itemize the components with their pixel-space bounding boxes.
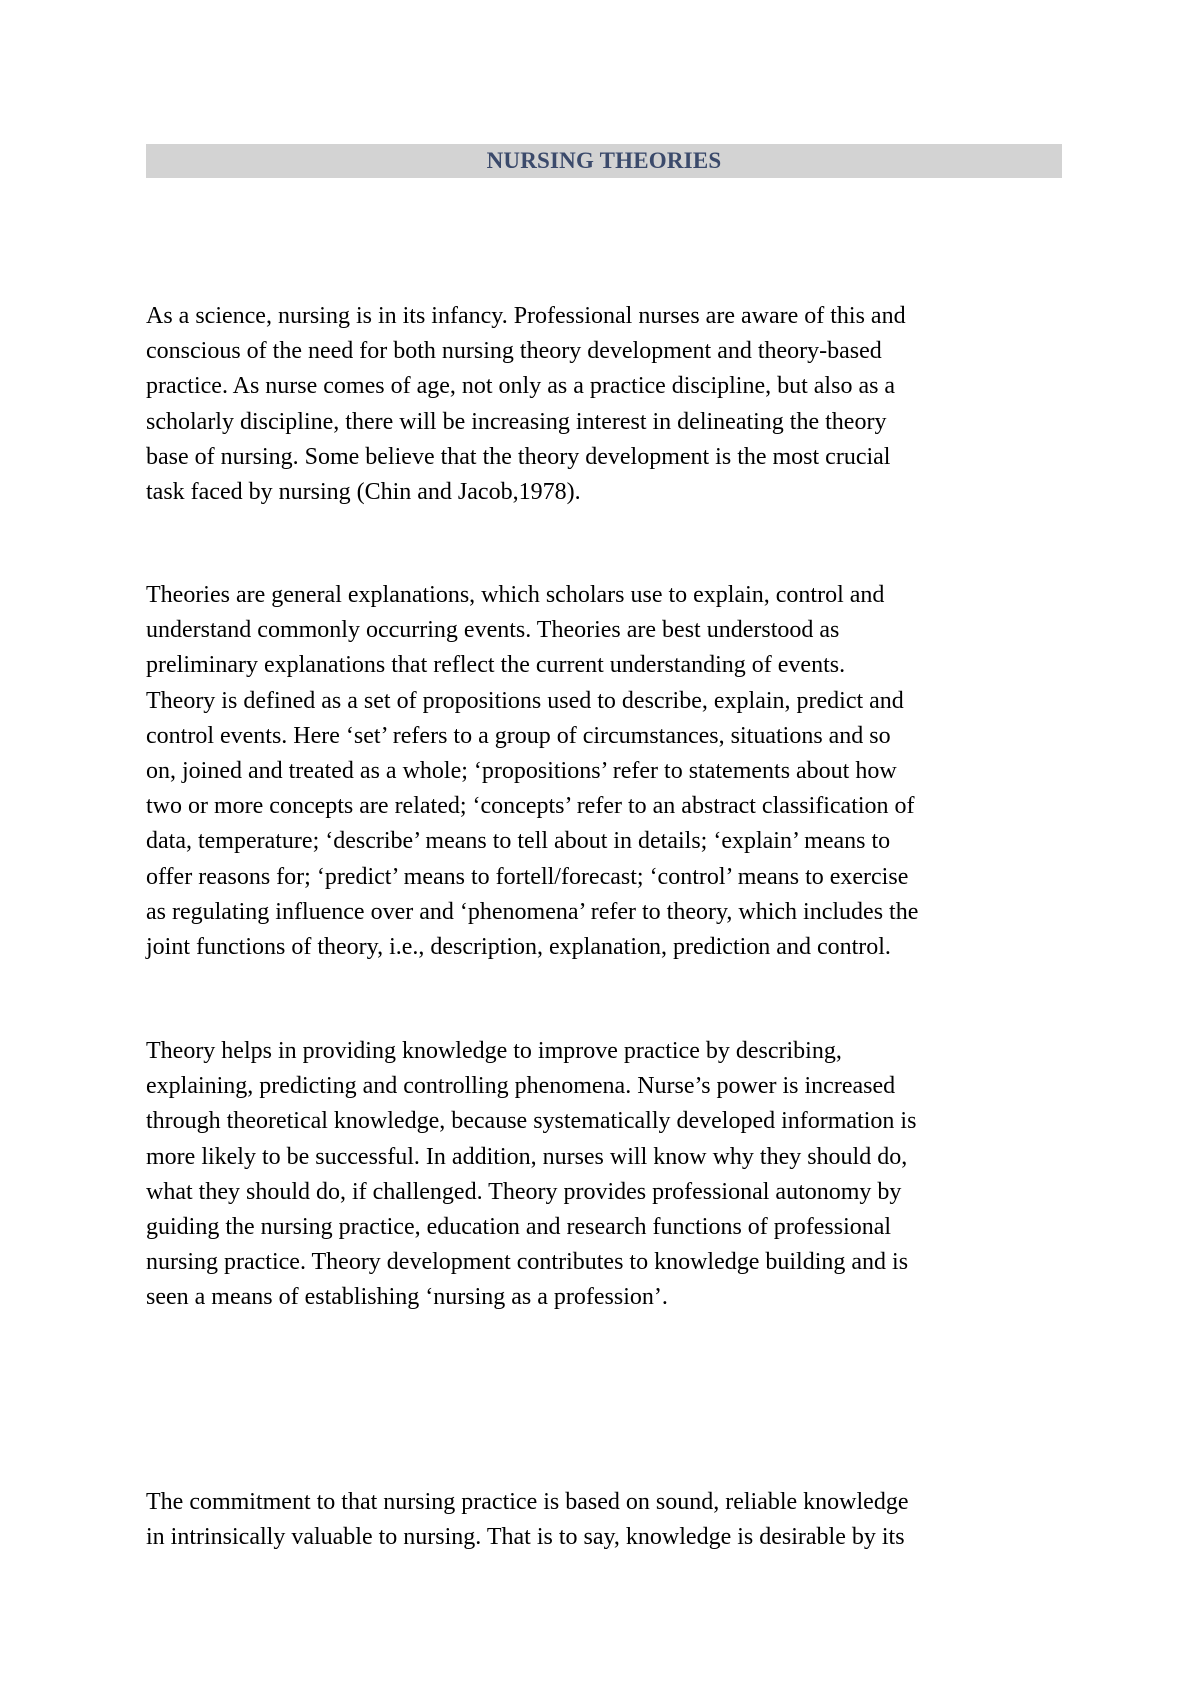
paragraph-line: scholarly discipline, there will be increasing interest in delineating the theory	[146, 408, 887, 435]
paragraph	[146, 1485, 1071, 1555]
paragraph-line: practice. As nurse comes of age, not only as a practice discipline, but also as a	[146, 373, 896, 400]
paragraph-line: guiding the nursing practice, education and research functions of professional	[146, 1214, 892, 1241]
paragraph-line: seen a means of establishing ‘nursing as a profession’.	[146, 1284, 668, 1311]
paragraph-line: base of nursing. Some believe that the theory development is the most crucial	[146, 443, 891, 470]
paragraph	[146, 299, 1071, 510]
paragraph-line: data, temperature; ‘describe’ means to tell about in details; ‘explain’ means to	[146, 828, 891, 855]
paragraph-line: two or more concepts are related; ‘concepts’ refer to an abstract classification of	[146, 793, 915, 820]
paragraph-line: Theory is defined as a set of propositions used to describe, explain, predict and	[146, 687, 904, 714]
paragraph-line: as regulating influence over and ‘phenomena’ refer to theory, which includes the	[146, 898, 919, 925]
paragraph-line: in intrinsically valuable to nursing. That is to say, knowledge is desirable by its	[146, 1524, 905, 1551]
paragraph-line: offer reasons for; ‘predict’ means to fortell/forecast; ‘control’ means to exercise	[146, 863, 909, 890]
paragraph-line: more likely to be successful. In addition, nurses will know why they should do,	[146, 1143, 908, 1170]
paragraph-line: understand commonly occurring events. Theories are best understood as	[146, 617, 840, 644]
document-title: NURSING THEORIES	[486, 148, 722, 173]
paragraph-line: joint functions of theory, i.e., description, explanation, prediction and control.	[146, 934, 891, 961]
paragraph-line: nursing practice. Theory development contributes to knowledge building and is	[146, 1249, 909, 1276]
paragraph-line: through theoretical knowledge, because systematically developed information is	[146, 1108, 917, 1135]
paragraph-line: task faced by nursing (Chin and Jacob,1978).	[146, 479, 581, 506]
paragraph-line: on, joined and treated as a whole; ‘propositions’ refer to statements about how	[146, 758, 897, 785]
paragraph	[146, 578, 1071, 965]
paragraph-line: what they should do, if challenged. Theory provides professional autonomy by	[146, 1178, 902, 1205]
paragraph-line: conscious of the need for both nursing theory development and theory-based	[146, 338, 882, 365]
paragraph-line: explaining, predicting and controlling phenomena. Nurse’s power is increased	[146, 1073, 896, 1100]
title-bar	[146, 144, 1062, 178]
paragraph-line: The commitment to that nursing practice is based on sound, reliable knowledge	[146, 1489, 909, 1515]
paragraph-line: Theories are general explanations, which scholars use to explain, control and	[146, 582, 885, 608]
paragraph-line: As a science, nursing is in its infancy. Professional nurses are aware of this and	[146, 303, 906, 329]
paragraph-line: preliminary explanations that reflect the current understanding of events.	[146, 652, 846, 679]
paragraph-line: Theory helps in providing knowledge to improve practice by describing,	[146, 1038, 842, 1064]
paragraph-line: control events. Here ‘set’ refers to a group of circumstances, situations and so	[146, 722, 891, 749]
paragraph	[146, 1034, 1071, 1316]
